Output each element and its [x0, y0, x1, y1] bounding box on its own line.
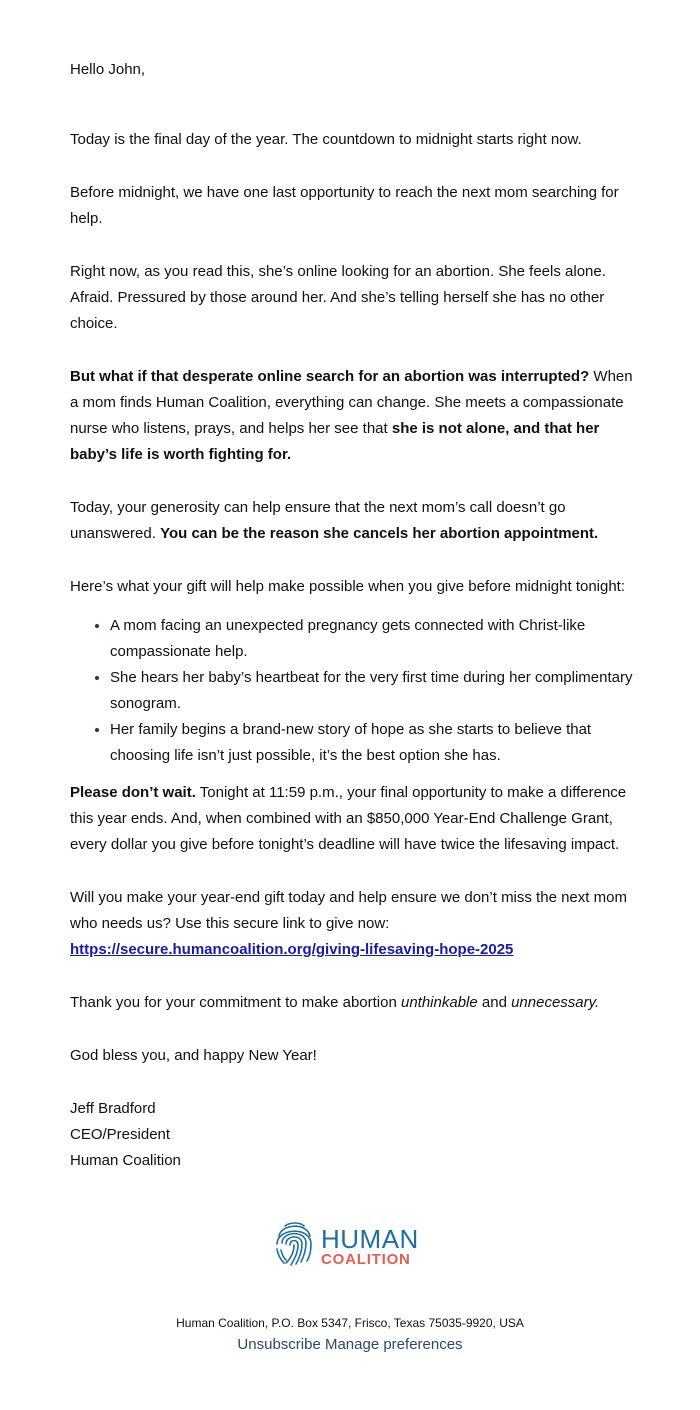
paragraph-before-midnight: Before midnight, we have one last opportunity to reach the next mom searching for help. [70, 184, 619, 227]
list-item: • A mom facing an unexpected pregnancy gets connected with Christ-like compassionate help. [110, 613, 640, 665]
paragraph-thank-you [70, 990, 640, 1016]
fingerprint-icon [273, 1216, 315, 1270]
bold-not-alone: she is not alone, and that her baby’s life is worth fighting for. [70, 420, 600, 463]
logo-text-coalition: COALITION [321, 1251, 411, 1268]
paragraph-dont-wait-text: Tonight at 11:59 p.m., your final opportunity to make a difference this year ends. And, when combined with an $850,000 Year-End Challenge Grant, every dollar you give before tonight’s deadline will have twice the lifesaving impact. [70, 784, 627, 853]
list-item: • Her family begins a brand-new story of hope as she starts to believe that choosing life isn’t just possible, it’s the best option she has. [110, 717, 640, 769]
email-content [70, 57, 640, 1174]
paragraph-generosity [70, 495, 640, 547]
thank-you-text-a: Thank you for your commitment to make abortion [70, 994, 401, 1011]
thank-you-text-b: and [477, 994, 512, 1011]
unsubscribe-link[interactable]: Unsubscribe [237, 1336, 321, 1353]
paragraph-final-day: Today is the final day of the year. The countdown to midnight starts right now. [70, 131, 582, 148]
give-now-link[interactable]: https://secure.humancoalition.org/giving-lifesaving-hope-2025 [70, 941, 514, 958]
paragraph-give-now [70, 885, 640, 963]
footer-links [0, 1335, 700, 1355]
bold-cancel-appointment: You can be the reason she cancels her abortion appointment. [160, 525, 599, 542]
footer-address: Human Coalition, P.O. Box 5347, Frisco, Texas 75035-9920, USA [176, 1316, 524, 1330]
paragraph-interrupted [70, 364, 640, 468]
signature-title: CEO/President [70, 1126, 171, 1143]
logo-text-human: HUMAN [321, 1224, 419, 1254]
paragraph-right-now: Right now, as you read this, she’s online looking for an abortion. She feels alone. Afraid. Pressured by those around her. And she’s telling herself she has no other choice. [70, 263, 606, 332]
paragraph-interrupted-text: When a mom finds Human Coalition, everything can change. She meets a compassionate nurse who listens, prays, and helps her see that [70, 368, 633, 437]
manage-preferences-link[interactable]: Manage preferences [324, 1336, 463, 1353]
signature-org: Human Coalition [70, 1152, 181, 1169]
paragraph-god-bless: God bless you, and happy New Year! [70, 1047, 317, 1064]
paragraph-generosity-text: Today, your generosity can help ensure that the next mom’s call doesn’t go unanswered. [70, 499, 566, 542]
gift-impact-list [70, 613, 640, 769]
paragraph-give-now-text: Will you make your year-end gift today and help ensure we don’t miss the next mom who needs us? Use this secure link to give now: [70, 889, 627, 932]
greeting: Hello John, [70, 61, 146, 78]
signature-block [70, 1096, 640, 1174]
bold-interrupted-question: But what if that desperate online search for an abortion was interrupted? [70, 368, 590, 385]
paragraph-dont-wait [70, 780, 640, 858]
emphasis-unthinkable: unthinkable [400, 994, 478, 1011]
list-item: • She hears her baby’s heartbeat for the very first time during her complimentary sonogram. [110, 665, 640, 717]
emphasis-unnecessary: unnecessary. [511, 994, 600, 1011]
signature-name: Jeff Bradford [70, 1100, 156, 1117]
bold-dont-wait: Please don’t wait. [70, 784, 196, 801]
email-footer [0, 1314, 700, 1355]
human-coalition-logo[interactable] [273, 1214, 433, 1274]
paragraph-gift-intro: Here’s what your gift will help make possible when you give before midnight tonight: [70, 578, 626, 595]
